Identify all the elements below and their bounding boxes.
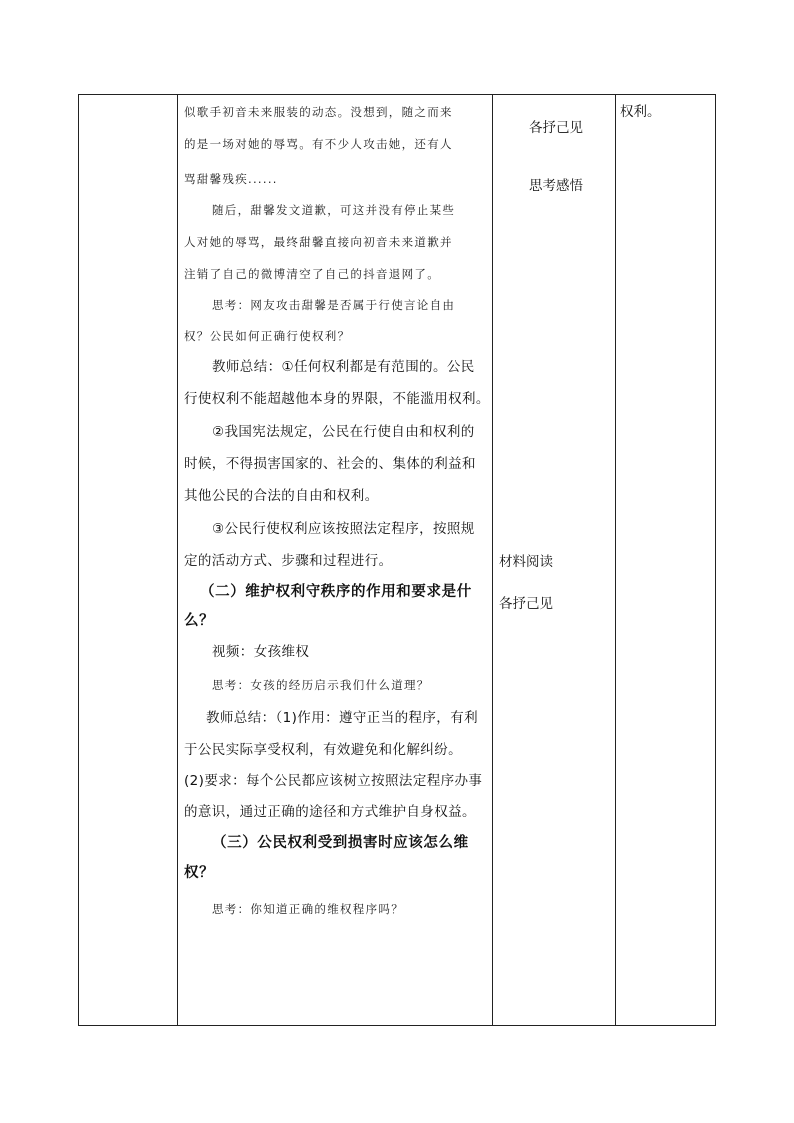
paragraph-line: 注销了自己的微博清空了自己的抖音退网了。 xyxy=(184,267,440,281)
activity-label: 材料阅读 xyxy=(499,554,553,570)
teacher-summary: ③公民行使权利应该按照法定程序，按照规 xyxy=(212,521,475,537)
paragraph-line: 的是一场对她的辱骂。有不少人攻击她，还有人 xyxy=(184,137,453,151)
teacher-summary: 教师总结：（1)作用：遵守正当的程序，有利 xyxy=(206,710,479,726)
teaching-process-cell xyxy=(178,95,492,1025)
section-heading: （三）公民权利受到损害时应该怎么维 xyxy=(212,835,469,851)
thinking-question: 思考：网友攻击甜馨是否属于行使言论自由 xyxy=(212,298,456,312)
teacher-summary: 教师总结：①任何权利都是有范围的。公民 xyxy=(212,359,475,375)
section-heading: 么？ xyxy=(184,613,215,629)
section-heading: 权？ xyxy=(184,865,215,881)
teacher-summary: ②我国宪法规定，公民在行使自由和权利的 xyxy=(212,424,475,440)
teacher-summary: (2)要求：每个公民都应该树立按照法定程序办事 xyxy=(184,773,483,789)
paragraph-line: 骂甜馨残疾...... xyxy=(184,172,278,186)
lesson-plan-table xyxy=(78,94,716,1026)
student-activity-cell xyxy=(493,95,615,1025)
activity-label: 思考感悟 xyxy=(529,178,583,194)
intent-text: 权利。 xyxy=(620,104,661,120)
video-label: 视频：女孩维权 xyxy=(212,644,310,660)
thinking-question: 思考：女孩的经历启示我们什么道理？ xyxy=(212,678,430,692)
paragraph-line: 随后，甜馨发文道歉，可这并没有停止某些 xyxy=(212,203,456,217)
teacher-summary: 行使权利不能超越他本身的界限，不能滥用权利。 xyxy=(184,391,490,407)
teacher-summary: 其他公民的合法的自由和权利。 xyxy=(184,488,379,504)
thinking-question: 权？公民如何正确行使权利？ xyxy=(184,329,351,343)
teacher-summary: 定的活动方式、步骤和过程进行。 xyxy=(184,553,393,569)
activity-label: 各抒己见 xyxy=(499,596,553,612)
section-heading: （二）维护权利守秩序的作用和要求是什 xyxy=(200,584,472,600)
paragraph-line: 似歌手初音未来服装的动态。没想到，随之而来 xyxy=(184,105,453,119)
teacher-summary: 于公民实际享受权利，有效避免和化解纠纷。 xyxy=(184,742,462,758)
teacher-summary: 时候，不得损害国家的、社会的、集体的利益和 xyxy=(184,456,476,472)
paragraph-line: 人对她的辱骂，最终甜馨直接向初音未来道歉并 xyxy=(184,235,453,249)
design-intent-cell xyxy=(616,95,716,1025)
activity-label: 各抒己见 xyxy=(529,120,583,136)
teacher-summary: 的意识，通过正确的途径和方式维护自身权益。 xyxy=(184,804,476,820)
thinking-question: 思考：你知道正确的维权程序吗？ xyxy=(212,902,404,916)
